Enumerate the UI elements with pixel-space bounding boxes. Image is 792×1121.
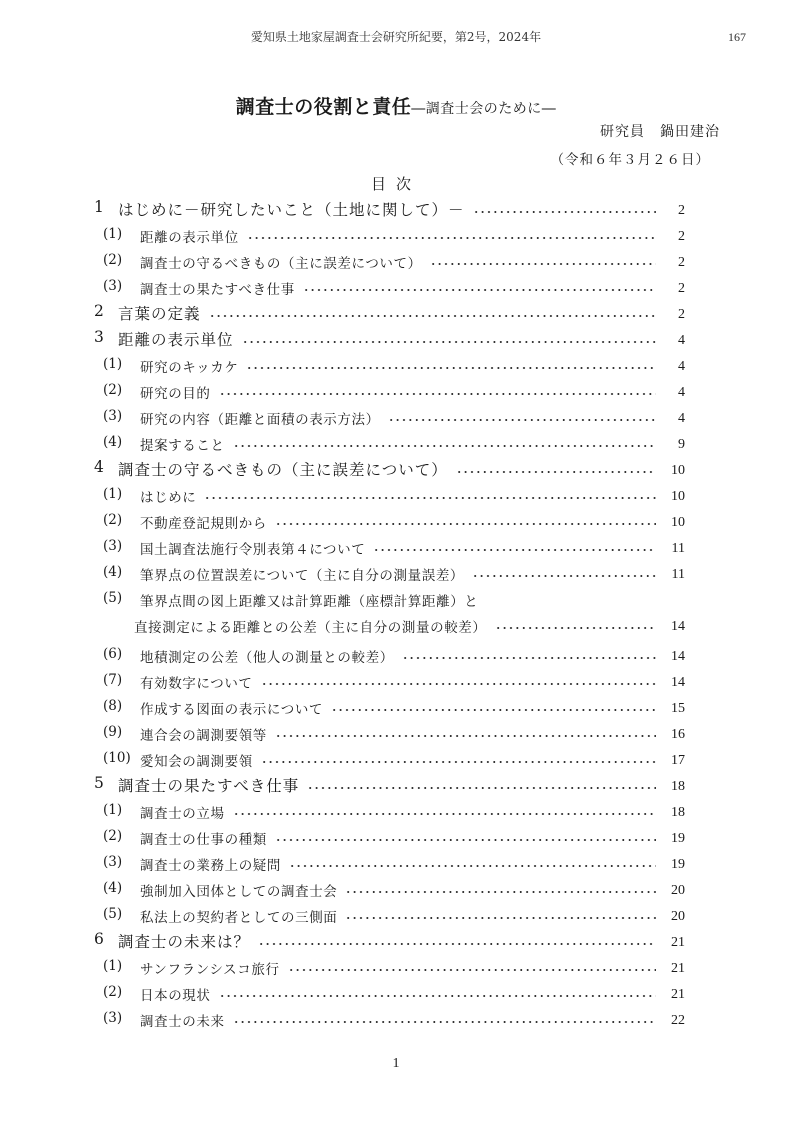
toc-entry-label: 作成する図面の表示について [140, 702, 324, 718]
toc-entry-page: 15 [671, 701, 685, 716]
toc-entry [0, 877, 792, 903]
toc-entry-label: 調査士の守るべきもの（主に誤差について） [118, 461, 448, 479]
toc-entry-label: 研究の内容（距離と面積の表示方法） [140, 412, 380, 428]
toc-entry-page: 19 [671, 831, 685, 846]
toc-entry-label: 有効数字について [140, 676, 253, 692]
toc-entry [0, 669, 792, 695]
toc-heading: 目次 [370, 175, 421, 193]
author-line: 研究員 鍋田建治 [600, 124, 720, 140]
toc-entry-page: 4 [678, 385, 685, 400]
toc-entry-page: 16 [671, 727, 685, 742]
paper-title [0, 92, 792, 119]
toc-entry-label: 言葉の定義 [118, 305, 201, 323]
toc-entry-number: (3) [103, 408, 123, 424]
toc-entry [0, 721, 792, 747]
toc-entry-page: 21 [671, 961, 685, 976]
toc-entry [0, 405, 792, 431]
toc-leader-dots [247, 237, 656, 239]
toc-entry-page: 18 [671, 805, 685, 820]
toc-leader-dots [331, 709, 656, 711]
toc-entry-page: 22 [671, 1013, 685, 1028]
toc-leader-dots [275, 523, 656, 525]
toc-entry [0, 587, 792, 636]
toc-entry-page: 20 [671, 883, 685, 898]
toc-entry-label: 日本の現状 [140, 988, 211, 1004]
toc-entry-number: (2) [103, 512, 123, 528]
toc-entry-page: 4 [678, 411, 685, 426]
toc-entry-label: 私法上の契約者としての三側面 [140, 910, 338, 926]
toc-leader-dots [261, 761, 656, 763]
toc-entry-number: (2) [103, 984, 123, 1000]
toc-leader-dots [303, 289, 656, 291]
toc-entry-number: (2) [103, 828, 123, 844]
toc-entry-number: (3) [103, 1010, 123, 1026]
toc-entry-page: 2 [678, 203, 685, 218]
toc-entry-number: (2) [103, 252, 123, 268]
toc-entry-label: 筆界点の位置誤差について（主に自分の測量誤差） [140, 568, 465, 584]
toc-entry [0, 535, 792, 561]
toc-entry [0, 903, 792, 929]
toc-entry-label: 愛知会の調測要領 [140, 754, 253, 770]
toc-entry-label: はじめに－研究したいこと（土地に関して）－ [118, 201, 465, 219]
toc-entry-number: (9) [103, 724, 123, 740]
toc-entry [0, 197, 792, 223]
journal-title: 愛知県土地家屋調査士会研究所紀要，第2号，2024年 [250, 30, 542, 44]
toc-entry-number: 1 [94, 198, 104, 216]
toc-entry-number: (3) [103, 538, 123, 554]
toc-entry-label: 距離の表示単位 [118, 331, 234, 349]
toc-entry-number: (3) [103, 854, 123, 870]
toc-leader-dots [204, 497, 656, 499]
toc-entry-number: (10) [103, 750, 131, 766]
toc-entry-label: 距離の表示単位 [140, 230, 239, 246]
toc-leader-dots [289, 865, 656, 867]
toc-entry-number: (7) [103, 672, 123, 688]
toc-leader-dots [258, 943, 656, 945]
toc-entry [0, 851, 792, 877]
toc-entry [0, 695, 792, 721]
toc-entry-number: 3 [94, 328, 104, 346]
toc-entry-label: 提案すること [140, 438, 225, 454]
footer-page-number: 1 [392, 1056, 400, 1071]
toc-entry [0, 275, 792, 301]
toc-entry [0, 483, 792, 509]
toc-entry-number: (1) [103, 226, 123, 242]
toc-entry-label: 筆界点間の図上距離又は計算距離（座標計算距離）と [140, 594, 479, 610]
toc-leader-dots [275, 839, 656, 841]
toc-entry [0, 509, 792, 535]
toc-entry-number: (1) [103, 958, 123, 974]
title-subtitle: ―調査士会のために― [411, 101, 557, 117]
toc-entry [0, 249, 792, 275]
toc-leader-dots [209, 315, 656, 317]
toc-entry-number: (4) [103, 564, 123, 580]
toc-entry-number: (3) [103, 278, 123, 294]
toc-entry-page: 4 [678, 333, 685, 348]
toc-entry-page: 11 [671, 567, 685, 582]
toc-entry-label: 調査士の守るべきもの（主に誤差について） [140, 256, 422, 272]
toc-entry-page: 19 [671, 857, 685, 872]
toc-entry-number: (1) [103, 802, 123, 818]
toc-entry-label: 調査士の未来は？ [118, 933, 251, 951]
toc-entry-label: 国土調査法施行令別表第４について [140, 542, 366, 558]
toc-entry-page: 14 [671, 675, 685, 690]
toc-entry-page: 20 [671, 909, 685, 924]
toc-entry [0, 929, 792, 955]
toc-leader-dots [473, 211, 656, 213]
toc-entry [0, 643, 792, 669]
toc-entry [0, 747, 792, 773]
toc-entry-label: 強制加入団体としての調査士会 [140, 884, 338, 900]
toc-leader-dots [345, 891, 656, 893]
toc-entry-number: 2 [94, 302, 104, 320]
toc-entry-number: 5 [94, 774, 104, 792]
toc-entry-page: 14 [671, 649, 685, 664]
toc-entry-label: 地積測定の公差（他人の測量との較差） [140, 650, 394, 666]
running-header [0, 28, 792, 48]
toc-entry-page: 10 [671, 463, 685, 478]
toc-entry [0, 327, 792, 353]
journal-page-number: 167 [728, 30, 746, 44]
toc-entry [0, 431, 792, 457]
toc-leader-dots [261, 683, 656, 685]
toc-entry-number: (4) [103, 434, 123, 450]
toc-entry-page: 2 [678, 307, 685, 322]
toc-entry-label: 調査士の仕事の種類 [140, 832, 267, 848]
toc-entry-label: 連合会の調測要領等 [140, 728, 267, 744]
toc-entry-label: 研究の目的 [140, 386, 211, 402]
toc-entry-number: (1) [103, 356, 123, 372]
toc-leader-dots [307, 787, 656, 789]
toc-entry [0, 1007, 792, 1033]
toc-leader-dots [495, 627, 656, 629]
toc-leader-dots [373, 549, 656, 551]
toc-entry-label: 調査士の未来 [140, 1014, 225, 1030]
toc-leader-dots [472, 575, 656, 577]
toc-entry-page: 10 [671, 515, 685, 530]
toc-entry-page: 21 [671, 987, 685, 1002]
toc-leader-dots [456, 471, 656, 473]
toc-entry [0, 301, 792, 327]
toc-entry [0, 825, 792, 851]
toc-entry [0, 773, 792, 799]
toc-leader-dots [275, 735, 656, 737]
toc-entry-page: 9 [678, 437, 685, 452]
toc-entry-label: 研究のキッカケ [140, 360, 239, 376]
toc-entry-page: 21 [671, 935, 685, 950]
toc-entry-number: (4) [103, 880, 123, 896]
toc-leader-dots [233, 813, 656, 815]
toc-entry-page: 18 [671, 779, 685, 794]
toc-leader-dots [242, 341, 656, 343]
toc-entry-number: 4 [94, 458, 104, 476]
toc-entry-number: (5) [103, 590, 123, 606]
toc-entry [0, 799, 792, 825]
toc-entry-page: 10 [671, 489, 685, 504]
toc-entry [0, 353, 792, 379]
toc-entry-label: 調査士の業務上の疑問 [140, 858, 281, 874]
toc-entry-label: 調査士の果たすべき仕事 [118, 777, 300, 795]
toc-entry-label-continued: 直接測定による距離との公差（主に自分の測量の較差） [134, 620, 487, 636]
toc-leader-dots [233, 445, 656, 447]
toc-leader-dots [388, 419, 656, 421]
toc-entry-number: (5) [103, 906, 123, 922]
toc-entry-number: (1) [103, 486, 123, 502]
toc-leader-dots [246, 367, 656, 369]
toc-entry-number: (2) [103, 382, 123, 398]
toc-leader-dots [430, 263, 656, 265]
toc-entry-page: 17 [671, 753, 685, 768]
toc-entry-page: 4 [678, 359, 685, 374]
toc-leader-dots [219, 995, 656, 997]
toc-entry [0, 955, 792, 981]
toc-entry-number: 6 [94, 930, 104, 948]
toc-entry-number: (6) [103, 646, 123, 662]
toc-entry [0, 981, 792, 1007]
toc-entry-page: 2 [678, 255, 685, 270]
toc-entry-page: 2 [678, 229, 685, 244]
toc-entry-label: 不動産登記規則から [140, 516, 267, 532]
toc-entry [0, 457, 792, 483]
toc-entry-label: 調査士の果たすべき仕事 [140, 282, 295, 298]
toc-entry-number: (8) [103, 698, 123, 714]
title-main: 調査士の役割と責任 [235, 96, 412, 118]
toc-leader-dots [402, 657, 656, 659]
toc-entry [0, 379, 792, 405]
toc-leader-dots [345, 917, 656, 919]
toc-entry-label: サンフランシスコ旅行 [140, 962, 280, 978]
toc-leader-dots [233, 1021, 656, 1023]
toc-entry-page: 14 [671, 619, 685, 634]
toc-entry-label: はじめに [140, 490, 197, 506]
toc-leader-dots [288, 969, 656, 971]
toc-entry [0, 561, 792, 587]
toc-entry-page: 2 [678, 281, 685, 296]
date-line: （令和６年３月２６日） [550, 152, 710, 168]
toc-entry-page: 11 [671, 541, 685, 556]
toc-leader-dots [219, 393, 656, 395]
toc-entry [0, 223, 792, 249]
toc-entry-label: 調査士の立場 [140, 806, 225, 822]
